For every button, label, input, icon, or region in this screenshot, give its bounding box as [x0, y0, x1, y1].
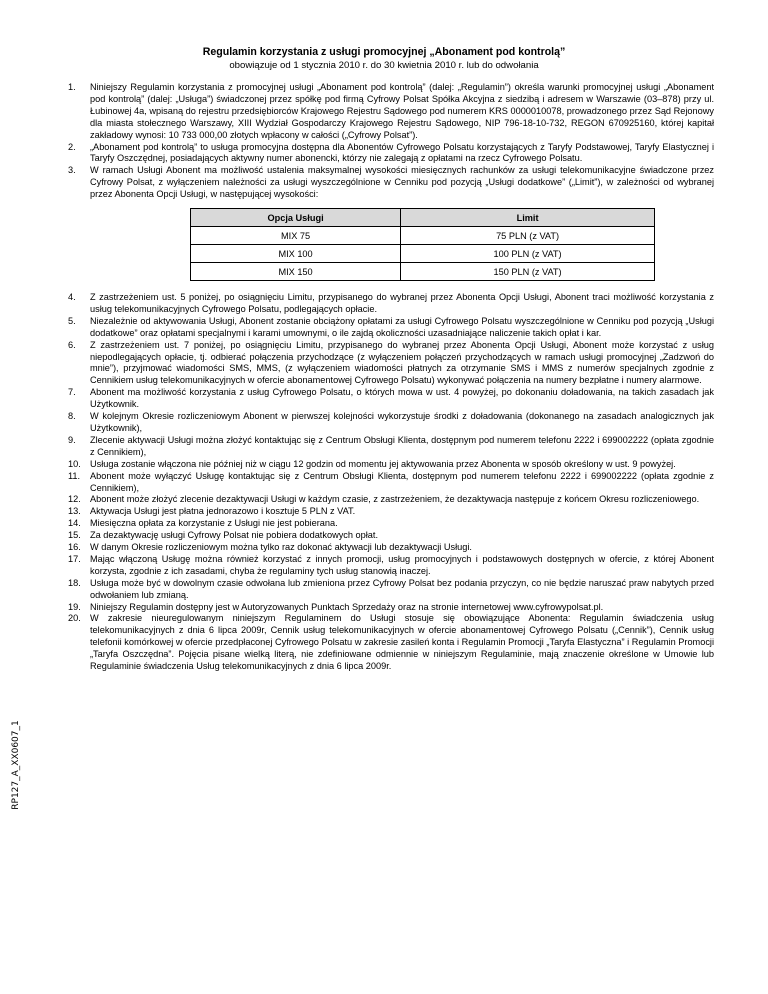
clause-item — [68, 613, 714, 673]
clause-text: W kolejnym Okresie rozliczeniowym Abonent w pierwszej kolejności wykorzystuje środki z doładowania (dokonanego na zasadach analogicznych jak Użytkownik), — [90, 411, 714, 433]
clause-number: 4. — [68, 292, 76, 302]
table-row — [191, 245, 655, 263]
clause-text: W ramach Usługi Abonent ma możliwość ustalenia maksymalnej wysokości miesięcznych rachunków za usługi telekomunikacyjne świadczone przez Cyfrowy Polsat, z wyłączeniem należności za usługi wyszczególnione w Cenniku pod pozycją „Usługi dodatkowe” („Limit”), w zależności od wybranej przez Abonenta Opcji Usługi, w następującej wysokości: — [90, 165, 714, 200]
clause-number: 15. — [68, 530, 81, 541]
clause-number: 9. — [68, 434, 76, 445]
clause-number: 1. — [68, 82, 76, 92]
clause-item — [68, 578, 714, 602]
clause-number: 3. — [68, 165, 76, 176]
clause-text: Mając włączoną Usługę można również korzystać z innych promocji, usług promocyjnych i podstawowych dostępnych w ofercie, z której Abonent korzysta, zgodnie z ich zasadami, chyba że regulaminy tych usług stanowią inaczej. — [90, 553, 714, 576]
clause-item — [68, 82, 714, 142]
table-cell-limit: 150 PLN (z VAT) — [401, 263, 655, 281]
clause-text: Z zastrzeżeniem ust. 7 poniżej, po osiągnięciu Limitu, przypisanego do wybranej przez Abonenta Opcji Usługi, Abonent może korzystać z usług niepodlegających opłacie, tj. odbierać połączenia przychodzące (z wyłączeniem połączeń przychodzących w ramach usługi promocyjnej „Zadzwoń do mnie”), przyjmować wiadomości SMS, MMS, (z wyłączeniem wiadomości płatnych za otrzymanie SMS i MMS z numerów specjalnych zgodnie z Cennikiem usług telekomunikacyjnych w ofercie abonamentowej Cyfrowego Polsatu) wykonywać połączenia na numery bezpłatne i numery alarmowe. — [90, 339, 714, 386]
clause-item — [68, 316, 714, 340]
clause-text: Z zastrzeżeniem ust. 5 poniżej, po osiągnięciu Limitu, przypisanego do wybranej przez Abonenta Opcji Usługi, Abonent traci możliwość korzystania z usług telekomunikacyjnych Cyfrowego Polsatu, podlegających opłacie. — [90, 292, 714, 314]
clauses-list-before-table — [68, 82, 714, 201]
clause-number: 8. — [68, 411, 76, 422]
clause-number: 5. — [68, 315, 76, 326]
clause-text: Usługa zostanie włączona nie później niż w ciągu 12 godzin od momentu jej aktywowania przez Abonenta w sposób określony w ust. 9 powyżej. — [90, 458, 676, 469]
clause-text: Za dezaktywację usługi Cyfrowy Polsat nie pobiera dodatkowych opłat. — [90, 530, 379, 541]
clause-item — [68, 340, 714, 388]
clause-item — [68, 292, 714, 316]
clause-item — [68, 518, 714, 530]
clause-item — [68, 506, 714, 518]
clause-item — [68, 411, 714, 435]
clause-number: 14. — [68, 518, 81, 529]
clause-number: 6. — [68, 339, 76, 350]
clause-item — [68, 387, 714, 411]
clause-number: 18. — [68, 577, 81, 588]
clause-item — [68, 542, 714, 554]
table-row — [191, 263, 655, 281]
clause-item — [68, 530, 714, 542]
clause-item — [68, 142, 714, 166]
clause-text: Abonent może wyłączyć Usługę kontaktując się z Centrum Obsługi Klienta, dostępnym pod numerem telefonu 2222 i 699002222 (opłata zgodnie z Cennikiem), — [90, 470, 714, 493]
table-cell-limit: 75 PLN (z VAT) — [401, 227, 655, 245]
document-title: Regulamin korzystania z usługi promocyjnej „Abonament pod kontrolą” — [202, 46, 566, 58]
clause-item — [68, 165, 714, 201]
clause-number: 12. — [68, 494, 81, 505]
side-code-text: RP127_A_XX0607_1 — [11, 720, 21, 810]
clause-text: W zakresie nieuregulowanym niniejszym Regulaminem do Usługi stosuje się obowiązujące Abonenta: Regulamin świadczenia usług telekomunikacyjnych z dnia 6 lipca 2009r, Cennik usług telekomunikacyjnych w ofercie abonamentowej Cyfrowego Polsatu („Cennik”), Cennik usług telefonii komórkowej w ofercie przedpłaconej Cyfrowego Polsatu w zakresie zasileń konta i Regulamin Promocji „Taryfa Elastyczna” i Regulamin Promocji „Taryfa Oszczędna”. Pojęcia pisane wielką literą, nie zdefiniowane odmiennie w niniejszym Regulaminie, mają znaczenie określone w Umowie lub Regulaminie świadczenia Usług telekomunikacyjnych z dnia 6 lipca 2009r. — [90, 613, 714, 672]
clause-number: 13. — [68, 506, 81, 517]
table-cell-limit: 100 PLN (z VAT) — [401, 245, 655, 263]
table-row — [191, 227, 655, 245]
clause-number: 17. — [68, 553, 81, 564]
clause-item — [68, 602, 714, 614]
clause-number: 19. — [68, 601, 81, 612]
clause-text: W danym Okresie rozliczeniowym można tylko raz dokonać aktywacji lub dezaktywacji Usługi. — [90, 542, 472, 553]
table-header-row — [191, 209, 655, 227]
clause-text: Miesięczna opłata za korzystanie z Usługi nie jest pobierana. — [90, 518, 338, 529]
clause-text: Niezależnie od aktywowania Usługi, Abonent zostanie obciążony opłatami za usługi Cyfrowego Polsatu wyszczególnione w Cenniku pod pozycją „Usługi dodatkowe” oraz opłatami specjalnymi i karami umownymi, o ile zajdą okoliczności uzasadniające naliczenie takich opłat i kar. — [90, 315, 714, 338]
clause-item — [68, 494, 714, 506]
clause-item — [68, 459, 714, 471]
table-header-limit: Limit — [401, 209, 655, 227]
clause-item — [68, 554, 714, 578]
side-document-code — [6, 690, 26, 840]
clause-number: 16. — [68, 542, 81, 553]
clause-text: Abonent może złożyć zlecenie dezaktywacji Usługi w każdym czasie, z zastrzeżeniem, że dezaktywacja następuje z końcem Okresu rozliczeniowego. — [90, 494, 700, 505]
clause-number: 7. — [68, 387, 76, 398]
clauses-list-after-table — [68, 292, 714, 673]
clause-item — [68, 471, 714, 495]
clause-number: 10. — [68, 458, 81, 469]
table-cell-option: MIX 100 — [191, 245, 401, 263]
clause-text: Niniejszy Regulamin dostępny jest w Autoryzowanych Punktach Sprzedaży oraz na stronie internetowej www.cyfrowypolsat.pl. — [90, 601, 604, 612]
clause-item — [68, 435, 714, 459]
clause-text: Zlecenie aktywacji Usługi można złożyć kontaktując się z Centrum Obsługi Klienta, dostępnym pod numerem telefonu 2222 i 699002222 (opłata zgodnie z Cennikiem), — [90, 434, 714, 457]
clause-text: Abonent ma możliwość korzystania z usług Cyfrowego Polsatu, o których mowa w ust. 4 powyżej, po dokonaniu doładowania, na takich zasadach jak Użytkownik. — [90, 387, 714, 410]
document-subtitle: obowiązuje od 1 stycznia 2010 r. do 30 kwietnia 2010 r. lub do odwołania — [229, 60, 539, 71]
limit-table — [190, 208, 655, 281]
table-cell-option: MIX 150 — [191, 263, 401, 281]
clause-text: Usługa może być w dowolnym czasie odwołana lub zmieniona przez Cyfrowy Polsat bez podania przyczyn, co nie będzie naruszać praw nabytych przed odwołaniem lub zmianą. — [90, 577, 714, 600]
clause-text: Aktywacja Usługi jest płatna jednorazowo i kosztuje 5 PLN z VAT. — [90, 506, 356, 517]
clause-number: 20. — [68, 613, 81, 624]
clause-text: „Abonament pod kontrolą” to usługa promocyjna dostępna dla Abonentów Cyfrowego Polsatu korzystających z Taryfy Podstawowej, Taryfy Elastycznej i Taryfy Oszczędnej, posiadających aktywny numer abonencki, którzy nie zalegają z opłatami na rzecz Cyfrowego Polsatu. — [90, 141, 714, 164]
clause-number: 11. — [68, 470, 81, 481]
clause-number: 2. — [68, 141, 76, 152]
table-cell-option: MIX 75 — [191, 227, 401, 245]
clause-text: Niniejszy Regulamin korzystania z promocyjnej usługi „Abonament pod kontrolą” (dalej: „Regulamin”) określa warunki promocyjnej usługi „Abonament pod kontrolą” (dalej: „Usługa”) świadczonej przez spółkę pod firmą Cyfrowy Polsat Spółka Akcyjna z siedzibą i adresem w Warszawie (03–878) przy ul. Łubinowej 4a, wpisaną do rejestru przedsiębiorców Krajowego Rejestru Sądowego pod numerem KRS 0000010078, prowadzonego przez Sąd Rejonowy dla miasta stołecznego Warszawy, XIII Wydział Gospodarczy Krajowego Rejestru Sądowego, NIP 796-18-10-732, REGON 670925160, której kapitał zakładowy wynosi: 10 733 000,00 złotych wpłacony w całości („Cyfrowy Polsat”). — [90, 82, 714, 140]
table-header-option: Opcja Usługi — [191, 209, 401, 227]
